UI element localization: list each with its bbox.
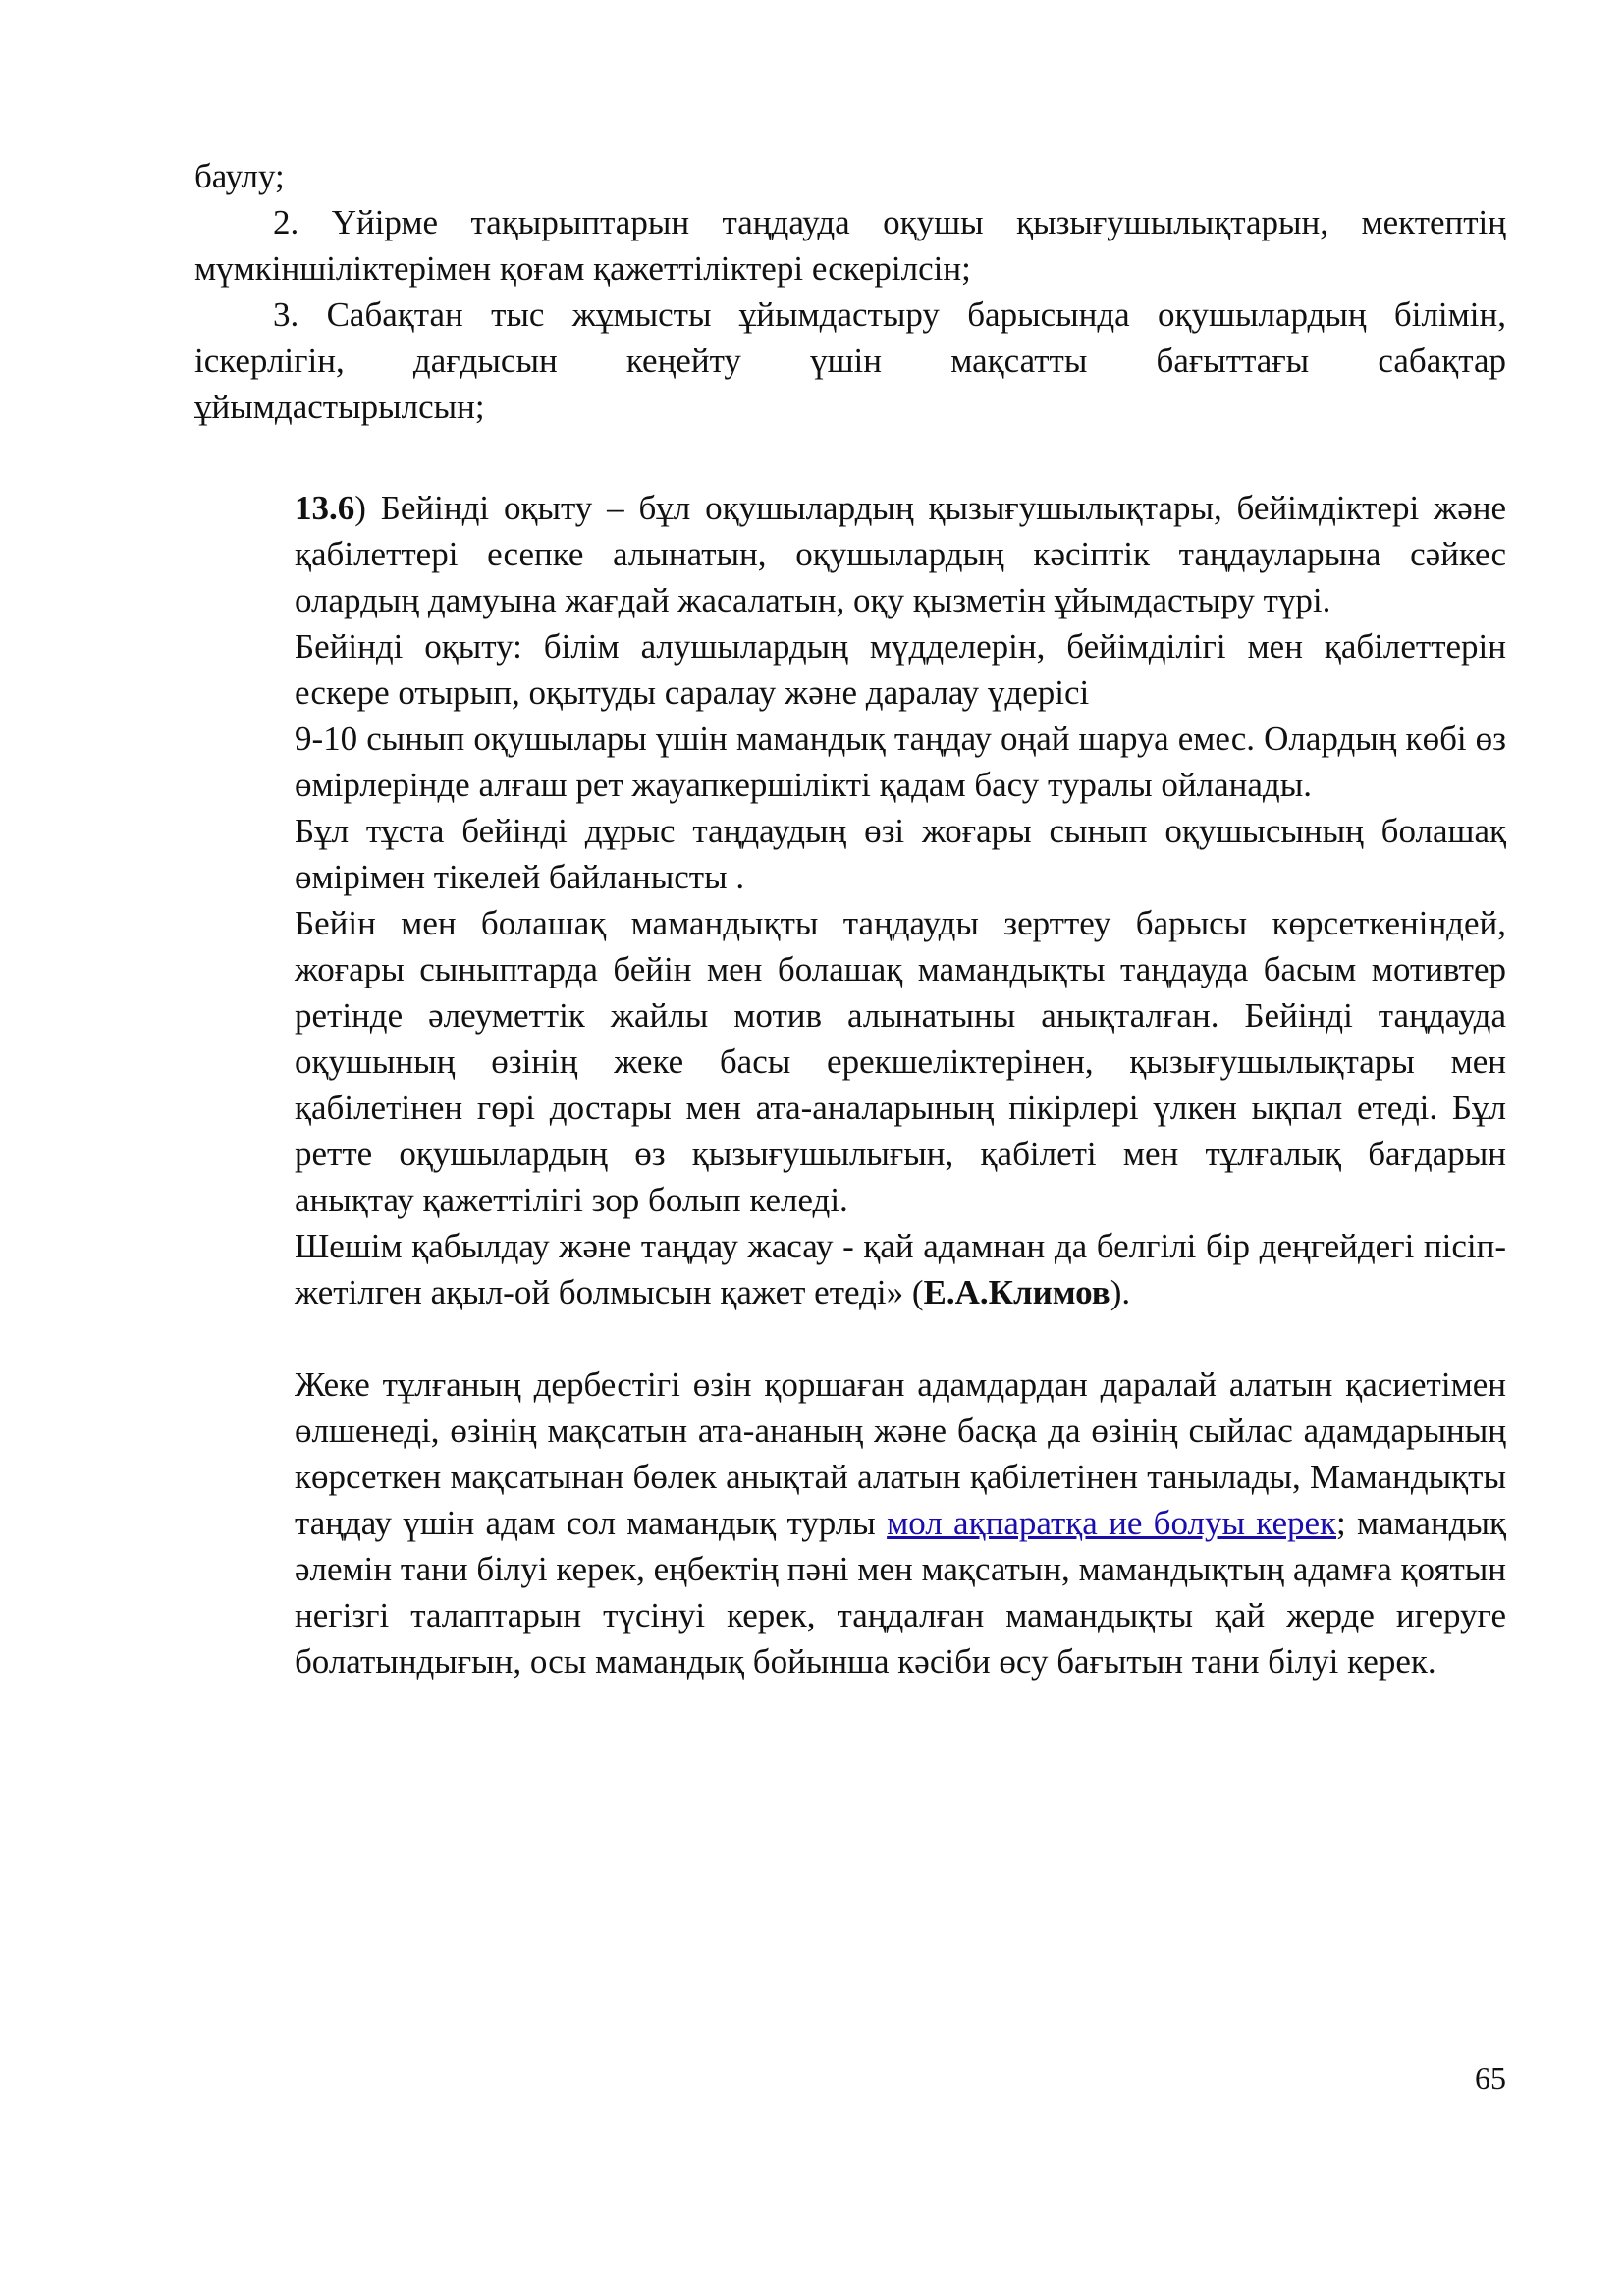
paragraph-text: ) Бейінді оқыту – бұл оқушылардың қызығушылықтары, бейімдіктері және қабілеттері есепке алынатын, оқушылардың кәсіптік таңдауларына сәйкес олардың дамуына жағдай жасалатын, оқу қызметін ұйымдастыру түрі.: [295, 489, 1506, 619]
paragraph-text: ; мамандық әлемін тани білуі керек, еңбектің пәні мен мақсатын, мамандықтың адамға қоятын негізгі талаптарын түсінуі керек, таңдалған мамандықты қай жерде игеруге болатындығын, осы мамандық бойынша кәсіби өсу бағытын тани білуі керек.: [295, 1504, 1506, 1681]
paragraph-quote: [295, 1223, 1506, 1315]
paragraph-gap: [295, 1315, 1506, 1362]
paragraph: Бейінді оқыту: білім алушылардың мүдделерін, бейімділігі мен қабілеттерін ескере отырып, оқытуды саралау және даралау үдерісі: [295, 627, 1506, 712]
page-number: 65: [1475, 2060, 1506, 2096]
paragraph: Бейін мен болашақ мамандықты таңдауды зерттеу барысы көрсеткеніндей, жоғары сыныптарда бейін мен болашақ мамандықты таңдауда басым мотивтер ретінде әлеуметтік жайлы мотив алынатыны анықталған. Бейінді таңдауда оқушының өзінің жеке басы ерекшеліктерінен, қызығушылықтары мен қабілетінен гөрі достары мен ата-аналарының пікірлері үлкен ықпал етеді. Бұл ретте оқушылардың өз қызығушылығын, қабілеті мен тұлғалық бағдарын анықтау қажеттілігі зор болып келеді.: [295, 904, 1506, 1219]
paragraph: [295, 1362, 1506, 1684]
paragraph-definition: [295, 485, 1506, 623]
paragraph-text: Шешім қабылдау және таңдау жасау - қай адамнан да белгілі бір деңгейдегі пісіп-жетілген ақыл-ой болмысын қажет етеді» (: [295, 1227, 1506, 1311]
list-item-3-line: 3. Сабақтан тыс жұмысты ұйымдастыру барысында оқушылардың білімін,: [273, 295, 1506, 334]
paragraph-text: ).: [1110, 1273, 1131, 1311]
paragraph-text: Жеке тұлғаның дербестігі өзін қоршаған адамдардан даралай алатын қасиетімен өлшенеді, өзінің мақсатын ата-ананың және басқа да өзінің сыйлас адамдарының көрсеткен мақсатынан бөлек анықтай алатын қабілетінен танылады, Мамандықты таңдау үшін адам сол мамандық турлы: [295, 1365, 1506, 1542]
list-continuation: [194, 153, 1506, 430]
paragraph: Бұл тұста бейінді дұрыс таңдаудың өзі жоғары сынып оқушысының болашақ өмірімен тікелей байланысты .: [295, 812, 1506, 896]
paragraph: 9-10 сынып оқушылары үшін мамандық таңдау оңай шаруа емес. Олардың көбі өз өмірлерінде алғаш рет жауапкершілікті қадам басу туралы ойланады.: [295, 720, 1506, 804]
list-item-3-line: ұйымдастырылсын;: [194, 388, 485, 426]
hyperlink[interactable]: мол ақпаратқа ие болуы керек: [887, 1504, 1337, 1542]
list-item-2: 2. Үйірме тақырыптарын таңдауда оқушы қызығушылықтарын, мектептің мүмкіншіліктерімен қоғам қажеттіліктері ескерілсін;: [194, 203, 1506, 288]
text-line: баулу;: [194, 157, 285, 195]
list-item-3-line: іскерлігін, дағдысын кеңейту үшін мақсатты бағыттағы сабақтар: [194, 342, 1506, 380]
main-section: [295, 485, 1506, 1684]
author-name: Е.А.Климов: [923, 1273, 1110, 1311]
section-number: 13.6: [295, 489, 355, 527]
